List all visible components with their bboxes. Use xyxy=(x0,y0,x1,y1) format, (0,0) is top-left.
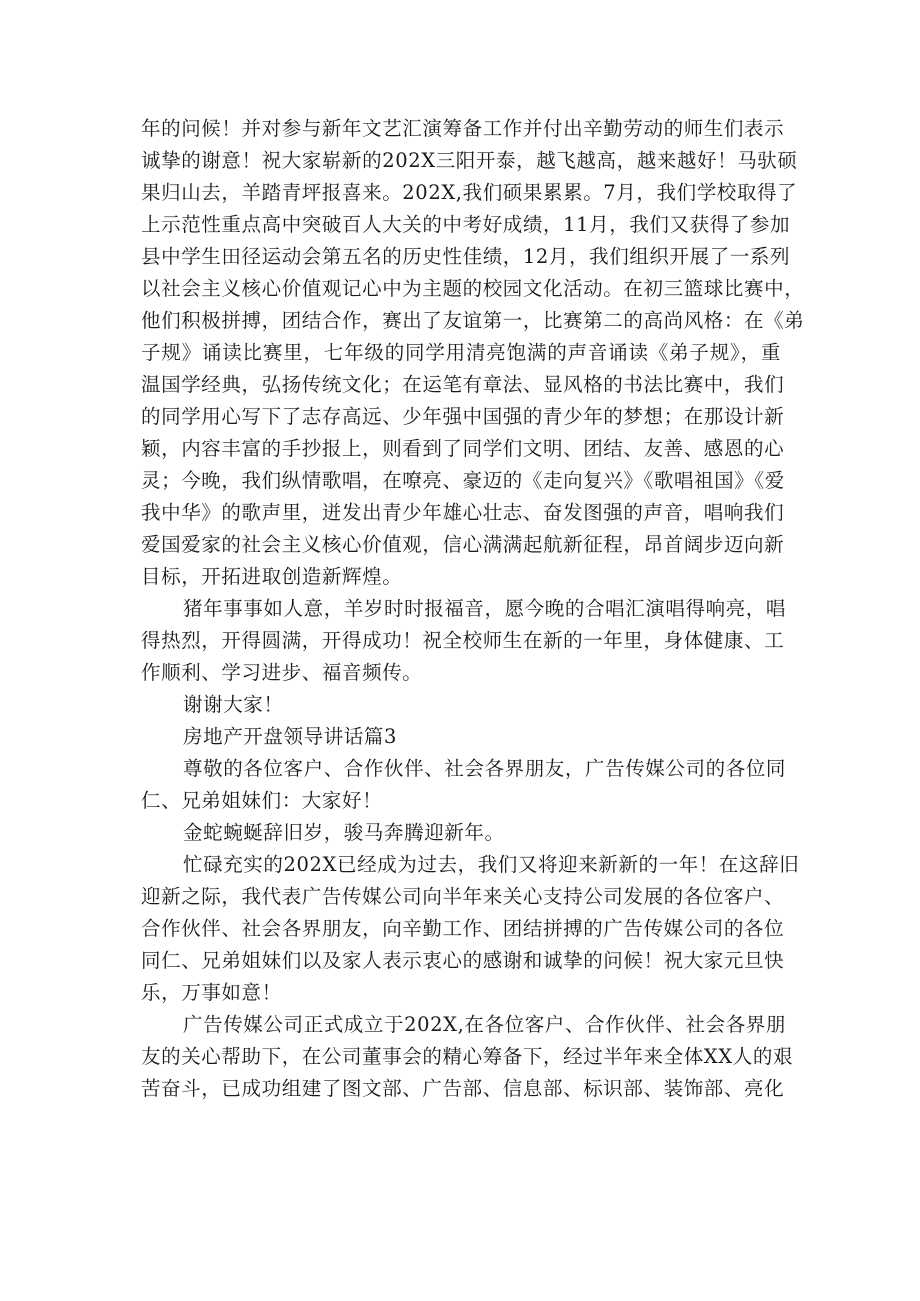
paragraph-line: 温国学经典，弘扬传统文化；在运笔有章法、显风格的书法比赛中，我们 xyxy=(141,373,785,396)
paragraph-line: 我中华》的歌声里，迸发出青少年雄心壮志、奋发图强的声音，唱响我们 xyxy=(141,501,785,524)
paragraph-line: 果归山去，羊踏青坪报喜来。202X,我们硕果累累。7月，我们学校取得了 xyxy=(141,181,798,204)
paragraph-line: 颖，内容丰富的手抄报上，则看到了同学们文明、团结、友善、感恩的心 xyxy=(141,437,785,460)
paragraph-line: 得热烈，开得圆满，开得成功！祝全校师生在新的一年里，身体健康、工 xyxy=(141,629,785,652)
paragraph-line: 他们积极拼搏，团结合作，赛出了友谊第一，比赛第二的高尚风格：在《弟 xyxy=(141,309,805,332)
paragraph-line: 迎新之际，我代表广告传媒公司向半年来关心支持公司发展的各位客户、 xyxy=(141,885,785,908)
paragraph-line: 上示范性重点高中突破百人大关的中考好成绩，11月，我们又获得了参加 xyxy=(141,213,791,236)
paragraph-line: 年的问候！并对参与新年文艺汇演筹备工作并付出辛勤劳动的师生们表示 xyxy=(141,117,785,140)
paragraph-line: 以社会主义核心价值观记心中为主题的校园文化活动。在初三篮球比赛中， xyxy=(141,277,805,300)
paragraph-line: 县中学生田径运动会第五名的历史性佳绩，12月，我们组织开展了一系列 xyxy=(141,245,791,268)
paragraph-line: 同仁、兄弟姐妹们以及家人表示衷心的感谢和诚挚的问候！祝大家元旦快 xyxy=(141,949,785,972)
paragraph-line: 广告传媒公司正式成立于202X,在各位客户、合作伙伴、社会各界朋 xyxy=(183,1013,787,1036)
paragraph-line: 子规》诵读比赛里，七年级的同学用清亮饱满的声音诵读《弟子规》，重 xyxy=(141,341,781,364)
paragraph-line: 友的关心帮助下，在公司董事会的精心筹备下，经过半年来全体XX人的艰 xyxy=(141,1045,794,1068)
paragraph-line: 乐，万事如意！ xyxy=(141,981,282,1004)
paragraph-line: 合作伙伴、社会各界朋友，向辛勤工作、团结拼搏的广告传媒公司的各位 xyxy=(141,917,785,940)
paragraph-line: 尊敬的各位客户、合作伙伴、社会各界朋友，广告传媒公司的各位同 xyxy=(183,757,787,780)
paragraph-line: 爱国爱家的社会主义核心价值观，信心满满起航新征程，昂首阔步迈向新 xyxy=(141,533,785,556)
section-heading: 房地产开盘领导讲话篇3 xyxy=(183,725,398,748)
paragraph-line: 猪年事事如人意，羊岁时时报福音，愿今晚的合唱汇演唱得响亮，唱 xyxy=(183,597,787,620)
document-body xyxy=(141,113,805,1105)
paragraph-line: 诚挚的谢意！祝大家崭新的202X三阳开泰，越飞越高，越来越好！马驮硕 xyxy=(141,149,798,172)
paragraph-line: 金蛇蜿蜒辞旧岁，骏马奔腾迎新年。 xyxy=(183,821,505,844)
closing-line: 谢谢大家！ xyxy=(183,693,284,716)
paragraph-line: 忙碌充实的202X已经成为过去，我们又将迎来新新的一年！在这辞旧 xyxy=(183,853,800,876)
paragraph-line: 灵；今晚，我们纵情歌唱，在嘹亮、豪迈的《走向复兴》《歌唱祖国》《爱 xyxy=(141,469,785,492)
paragraph-line: 目标，开拓进取创造新辉煌。 xyxy=(141,565,403,588)
paragraph-line: 苦奋斗，已成功组建了图文部、广告部、信息部、标识部、装饰部、亮化 xyxy=(141,1077,785,1100)
paragraph-line: 仁、兄弟姐妹们：大家好！ xyxy=(141,789,383,812)
paragraph-line: 的同学用心写下了志存高远、少年强中国强的青少年的梦想；在那设计新 xyxy=(141,405,785,428)
paragraph-line: 作顺利、学习进步、福音频传。 xyxy=(141,661,423,684)
